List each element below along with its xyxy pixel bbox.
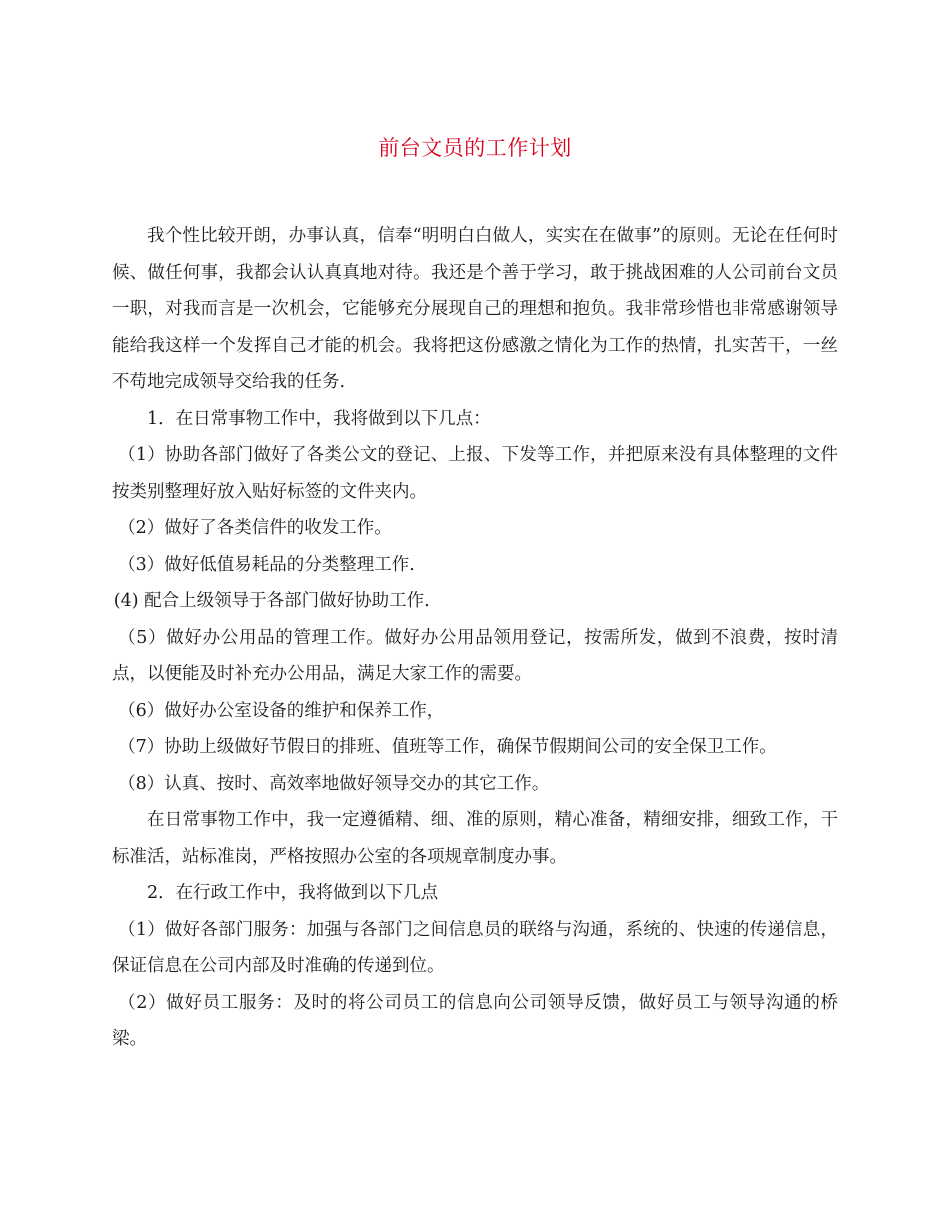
list-item: （5）做好办公用品的管理工作。做好办公用品领用登记，按需所发，做到不浪费，按时清点，以便能及时补充办公用品，满足大家工作的需要。 — [112, 627, 838, 684]
list-item: （7）协助上级做好节假日的排班、值班等工作，确保节假期间公司的安全保卫工作。 — [118, 737, 777, 757]
section-2-heading: 2．在行政工作中，我将做到以下几点 — [147, 883, 439, 903]
document-title: 前台文员的工作计划 — [378, 136, 572, 160]
intro-paragraph: 我个性比较开朗，办事认真，信奉“明明白白做人，实实在在做事”的原则。无论在任何时候、做任何事，我都会认认真真地对待。我还是个善于学习，敢于挑战困难的人公司前台文员一职，对我而言是一次机会，它能够充分展现自己的理想和抱负。我非常珍惜也非常感谢领导能给我这样一个发挥自己才能的机会。我将把这份感激之情化为工作的热情，扎实苦干，一丝不苟地完成领导交给我的任务. — [112, 226, 838, 392]
section-1-summary: 在日常事物工作中，我一定遵循精、细、准的原则，精心准备，精细安排，细致工作，干标准活，站标准岗，严格按照办公室的各项规章制度办事。 — [112, 810, 838, 867]
document-body — [112, 218, 838, 1058]
list-item: （2）做好了各类信件的收发工作。 — [118, 518, 392, 538]
list-item: （1）协助各部门做好了各类公文的登记、上报、下发等工作，并把原来没有具体整理的文件按类别整理好放入贴好标签的文件夹内。 — [112, 445, 838, 502]
list-item: （6）做好办公室设备的维护和保养工作， — [118, 700, 445, 721]
list-item: （3）做好低值易耗品的分类整理工作. — [118, 554, 415, 575]
list-item: （2）做好员工服务：及时的将公司员工的信息向公司领导反馈，做好员工与领导沟通的桥梁。 — [112, 992, 838, 1049]
section-1-heading: 1．在日常事物工作中，我将做到以下几点： — [147, 408, 491, 429]
list-item: （1）做好各部门服务：加强与各部门之间信息员的联络与沟通，系统的、快速的传递信息，保证信息在公司内部及时准确的传递到位。 — [112, 919, 838, 976]
list-item: (4) 配合上级领导于各部门做好协助工作. — [113, 591, 430, 611]
list-item: （8）认真、按时、高效率地做好领导交办的其它工作。 — [118, 773, 550, 794]
